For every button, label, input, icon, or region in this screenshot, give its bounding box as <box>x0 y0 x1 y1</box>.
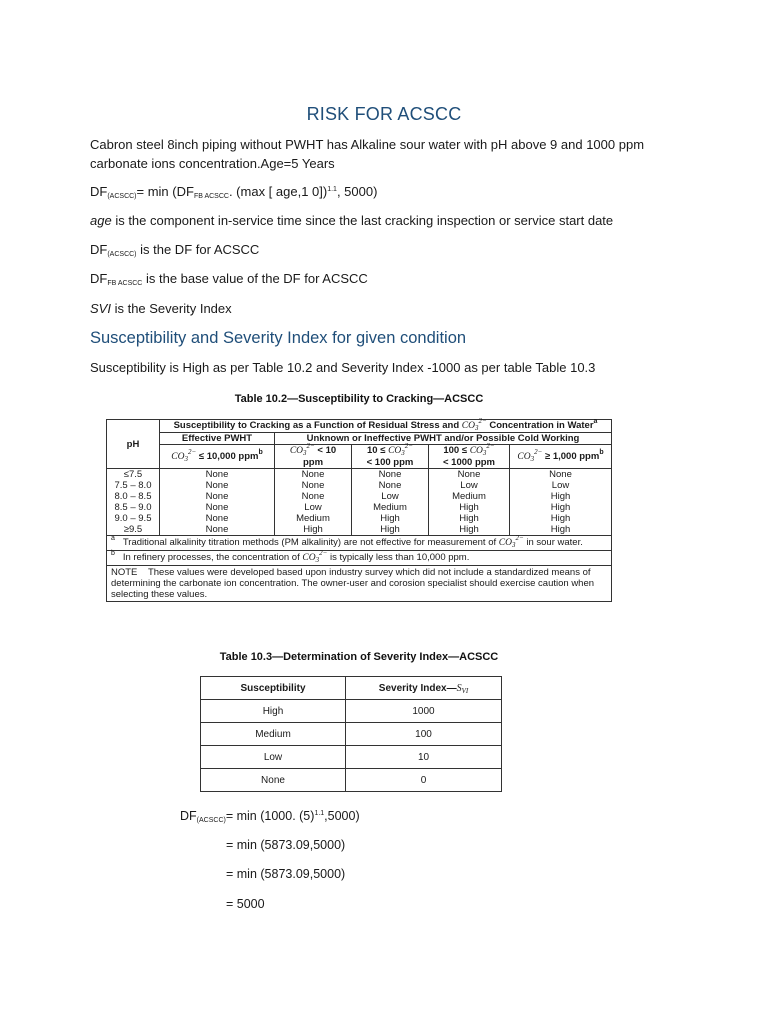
susceptibility-cell: None <box>201 769 346 792</box>
dffb-sub: FB ACSCC <box>107 280 143 287</box>
calc-line-1: $DF_{(ACSCC)}= \min (1000$. $(5)^{1.1},5000$) <box>180 809 360 824</box>
header-susceptibility: Susceptibility <box>201 677 346 700</box>
table-10-3-row <box>201 723 502 746</box>
ph-cell: 8.0 – 8.5 <box>107 491 160 502</box>
susceptibility-cell: None <box>352 480 429 491</box>
section-text: Susceptibility is High as per Table 10.2 and Severity Index -1000 as per table Table 10.3 <box>90 360 596 375</box>
susceptibility-cell: None <box>275 469 352 481</box>
susceptibility-cell: High <box>510 513 612 524</box>
susceptibility-cell: None <box>352 469 429 481</box>
table-10-3 <box>200 676 502 792</box>
col-effective-10000: $CO_3^{2-} \le 10,000$ ppm$^b$ <box>160 445 275 469</box>
table-10-3-row <box>201 700 502 723</box>
age-term: age <box>90 213 112 228</box>
col-lt-10: $CO_3^{2-} < 10$ ppm <box>275 445 352 469</box>
formula-mid1: = min (DF <box>136 184 194 199</box>
ph-cell: 8.5 – 9.0 <box>107 502 160 513</box>
definition-df <box>90 240 690 259</box>
definition-svi <box>90 299 690 318</box>
table-10-2-row <box>107 469 612 481</box>
formula-end: , 5000) <box>336 184 378 199</box>
footnote-b: $^b$ In refinery processes, the concentration of $CO_3^{2-}$ is typically less than 10,000 ppm. <box>107 551 612 566</box>
susceptibility-cell: None <box>160 524 275 536</box>
top-header: Susceptibility to Cracking as a Function of Residual Stress and $CO_3^{2-}$ Concentration in Water$^a$ <box>160 420 612 433</box>
susceptibility-cell: High <box>510 524 612 536</box>
table-10-2-row <box>107 480 612 491</box>
susceptibility-cell: High <box>201 700 346 723</box>
col-10-100: $10 \le CO_3^{2-}$ < 100 ppm <box>352 445 429 469</box>
group-effective-pwht: Effective PWHT <box>160 433 275 445</box>
severity-index-cell: 0 <box>346 769 502 792</box>
calc-line-3: = min (5873.09,5000) <box>226 867 346 881</box>
page-title: RISK FOR ACSCC <box>306 104 462 124</box>
definition-dffb <box>90 269 690 288</box>
susceptibility-cell: High <box>429 502 510 513</box>
susceptibility-cell: None <box>160 469 275 481</box>
age-text: is the component in-service time since the last cracking inspection or service start date <box>111 213 614 228</box>
footnote-a: $^a$ Traditional alkalinity titration methods (PM alkalinity) are not effective for measurement of $CO_3^{2-}$ in sour water. <box>107 536 612 551</box>
susceptibility-cell: None <box>429 469 510 481</box>
group-unknown-pwht: Unknown or Ineffective PWHT and/or Possible Cold Working <box>275 433 612 445</box>
severity-index-cell: 1000 <box>346 700 502 723</box>
formula-df: DF <box>90 184 108 199</box>
table-10-3-row <box>201 746 502 769</box>
intro-paragraph <box>90 135 690 173</box>
ph-cell: ≥9.5 <box>107 524 160 536</box>
susceptibility-cell: None <box>275 480 352 491</box>
section-heading: Susceptibility and Severity Index for given condition <box>90 329 467 347</box>
dffb-text: is the base value of the DF for ACSCC <box>142 271 368 286</box>
calc-line-4: = 5000 <box>226 897 265 911</box>
ph-cell: 9.0 – 9.5 <box>107 513 160 524</box>
ph-cell: ≤7.5 <box>107 469 160 481</box>
intro-line-1: Cabron steel 8inch piping without PWHT has Alkaline sour water with pH above 9 and 1000 ppm <box>90 137 645 152</box>
severity-index-cell: 10 <box>346 746 502 769</box>
susceptibility-cell: High <box>352 513 429 524</box>
table-10-2-caption: Table 10.2—Susceptibility to Cracking—ACSCC <box>234 393 484 405</box>
susceptibility-cell: High <box>510 502 612 513</box>
table-10-2 <box>106 419 612 602</box>
susceptibility-cell: Medium <box>201 723 346 746</box>
susceptibility-cell: None <box>160 502 275 513</box>
df-prefix: DF <box>90 242 108 257</box>
ph-cell: 7.5 – 8.0 <box>107 480 160 491</box>
susceptibility-cell: Medium <box>429 491 510 502</box>
definition-age <box>90 211 690 230</box>
susceptibility-cell: Medium <box>352 502 429 513</box>
susceptibility-cell: None <box>275 491 352 502</box>
susceptibility-cell: None <box>160 480 275 491</box>
svi-text: is the Severity Index <box>110 301 232 316</box>
table-10-2-row <box>107 513 612 524</box>
susceptibility-cell: None <box>160 513 275 524</box>
susceptibility-cell: High <box>429 524 510 536</box>
formula-mid2: . (max [ age,1 0]) <box>228 184 328 199</box>
intro-line-2: carbonate ions concentration.Age=5 Years <box>90 156 335 171</box>
col-100-1000: $100 \le CO_3^{2-}$ < 1000 ppm <box>429 445 510 469</box>
susceptibility-cell: None <box>160 491 275 502</box>
susceptibility-cell: Low <box>201 746 346 769</box>
table-note: NOTE These values were developed based upon industry survey which did not include a standardized means of determining the carbonate ion concentration. The owner-user and corosion specialist should exercise caution when selecting these values. <box>107 566 612 602</box>
formula-line <box>90 182 690 201</box>
susceptibility-cell: High <box>429 513 510 524</box>
susceptibility-cell: None <box>510 469 612 481</box>
svi-term: SVI <box>90 301 111 316</box>
table-10-3-row <box>201 769 502 792</box>
susceptibility-cell: Low <box>510 480 612 491</box>
table-10-2-row <box>107 524 612 536</box>
susceptibility-cell: High <box>352 524 429 536</box>
susceptibility-cell: Low <box>352 491 429 502</box>
susceptibility-cell: Low <box>429 480 510 491</box>
col-gte-1000: $CO_3^{2-} \ge 1,000$ ppm$^b$ <box>510 445 612 469</box>
formula-sub-fb: FB ACSCC <box>193 193 229 200</box>
susceptibility-cell: Medium <box>275 513 352 524</box>
ph-header: pH <box>107 420 160 469</box>
calc-line-2: = min (5873.09,5000) <box>226 838 346 852</box>
severity-index-cell: 100 <box>346 723 502 746</box>
susceptibility-cell: High <box>510 491 612 502</box>
susceptibility-cell: High <box>275 524 352 536</box>
table-10-3-caption: Table 10.3—Determination of Severity Index—ACSCC <box>219 651 499 663</box>
table-10-2-row <box>107 491 612 502</box>
formula-sub-acscc: (ACSCC) <box>107 193 137 200</box>
header-severity-index: Severity $Index—S_{VI}$ <box>346 677 502 700</box>
formula-exponent: 1.1 <box>327 186 337 193</box>
df-text: is the DF for ACSCC <box>136 242 260 257</box>
df-sub: (ACSCC) <box>107 251 137 258</box>
susceptibility-cell: Low <box>275 502 352 513</box>
table-10-2-row <box>107 502 612 513</box>
dffb-prefix: DF <box>90 271 108 286</box>
